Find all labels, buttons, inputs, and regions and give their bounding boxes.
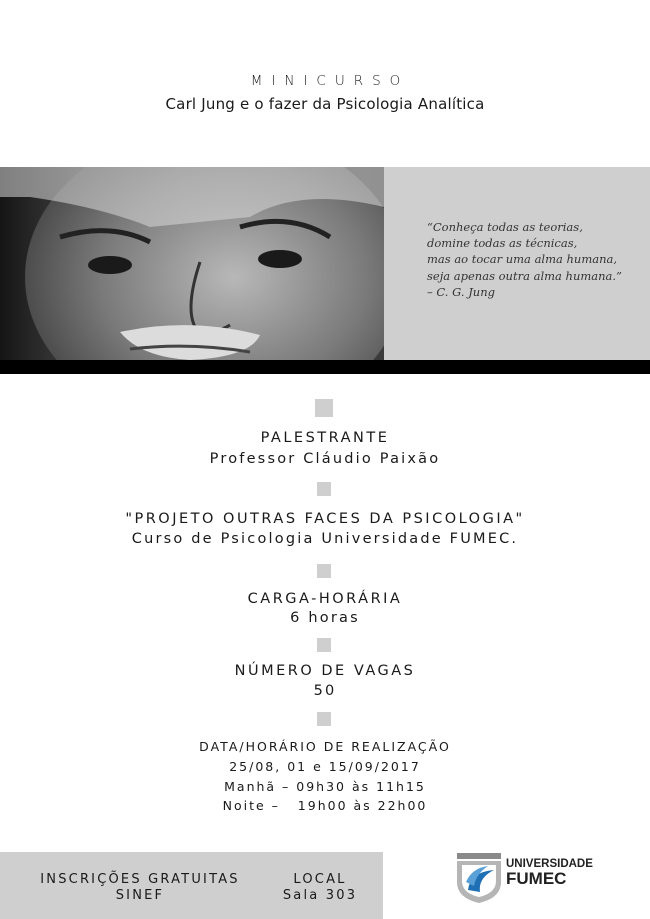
schedule-night: Noite – 19h00 às 22h00 [222,798,428,813]
quote-author: – C. G. Jung [427,284,495,299]
project-name: "PROJETO OUTRAS FACES DA PSICOLOGIA" [125,511,525,527]
workload-label: CARGA-HORÁRIA [247,591,403,607]
fumec-shield-icon [456,852,502,904]
vacancies-label: NÚMERO DE VAGAS [234,663,416,679]
gray-square-bullet [315,399,333,417]
gray-square-bullet [317,564,331,578]
registration-value: SINEF [115,888,165,903]
quote-line: domine todas as técnicas, [427,236,578,251]
gray-square-bullet [317,638,331,652]
quote-line: seja apenas outra alma humana.” [427,268,622,283]
registration-label: INSCRIÇÕES GRATUITAS [40,872,240,887]
course-title: Carl Jung e o fazer da Psicologia Analítica [165,95,485,113]
jung-quote [427,219,647,300]
logo-fumec-text: FUMEC [506,869,567,888]
speaker-name: Professor Cláudio Paixão [209,451,441,467]
location-value: Sala 303 [282,888,358,903]
schedule-dates: 25/08, 01 e 15/09/2017 [229,759,421,774]
course-type-heading: MINICURSO [250,73,410,89]
portrait-image [0,167,384,360]
portrait-photo [0,167,384,360]
gray-square-bullet [317,712,331,726]
speaker-label: PALESTRANTE [260,430,390,446]
divider-bar [0,360,650,374]
workload-value: 6 horas [290,610,360,626]
schedule-label: DATA/HORÁRIO DE REALIZAÇÃO [199,739,451,754]
schedule-morning: Manhã – 09h30 às 11h15 [224,779,426,794]
project-course: Curso de Psicologia Universidade FUMEC. [131,531,519,547]
quote-line: mas ao tocar uma alma humana, [427,252,618,267]
gray-square-bullet [317,482,331,496]
quote-line: “Conheça todas as teorias, [427,220,583,234]
vacancies-value: 50 [313,683,337,699]
location-label: LOCAL [293,872,347,887]
logo-university-text: UNIVERSIDADE [506,858,593,870]
